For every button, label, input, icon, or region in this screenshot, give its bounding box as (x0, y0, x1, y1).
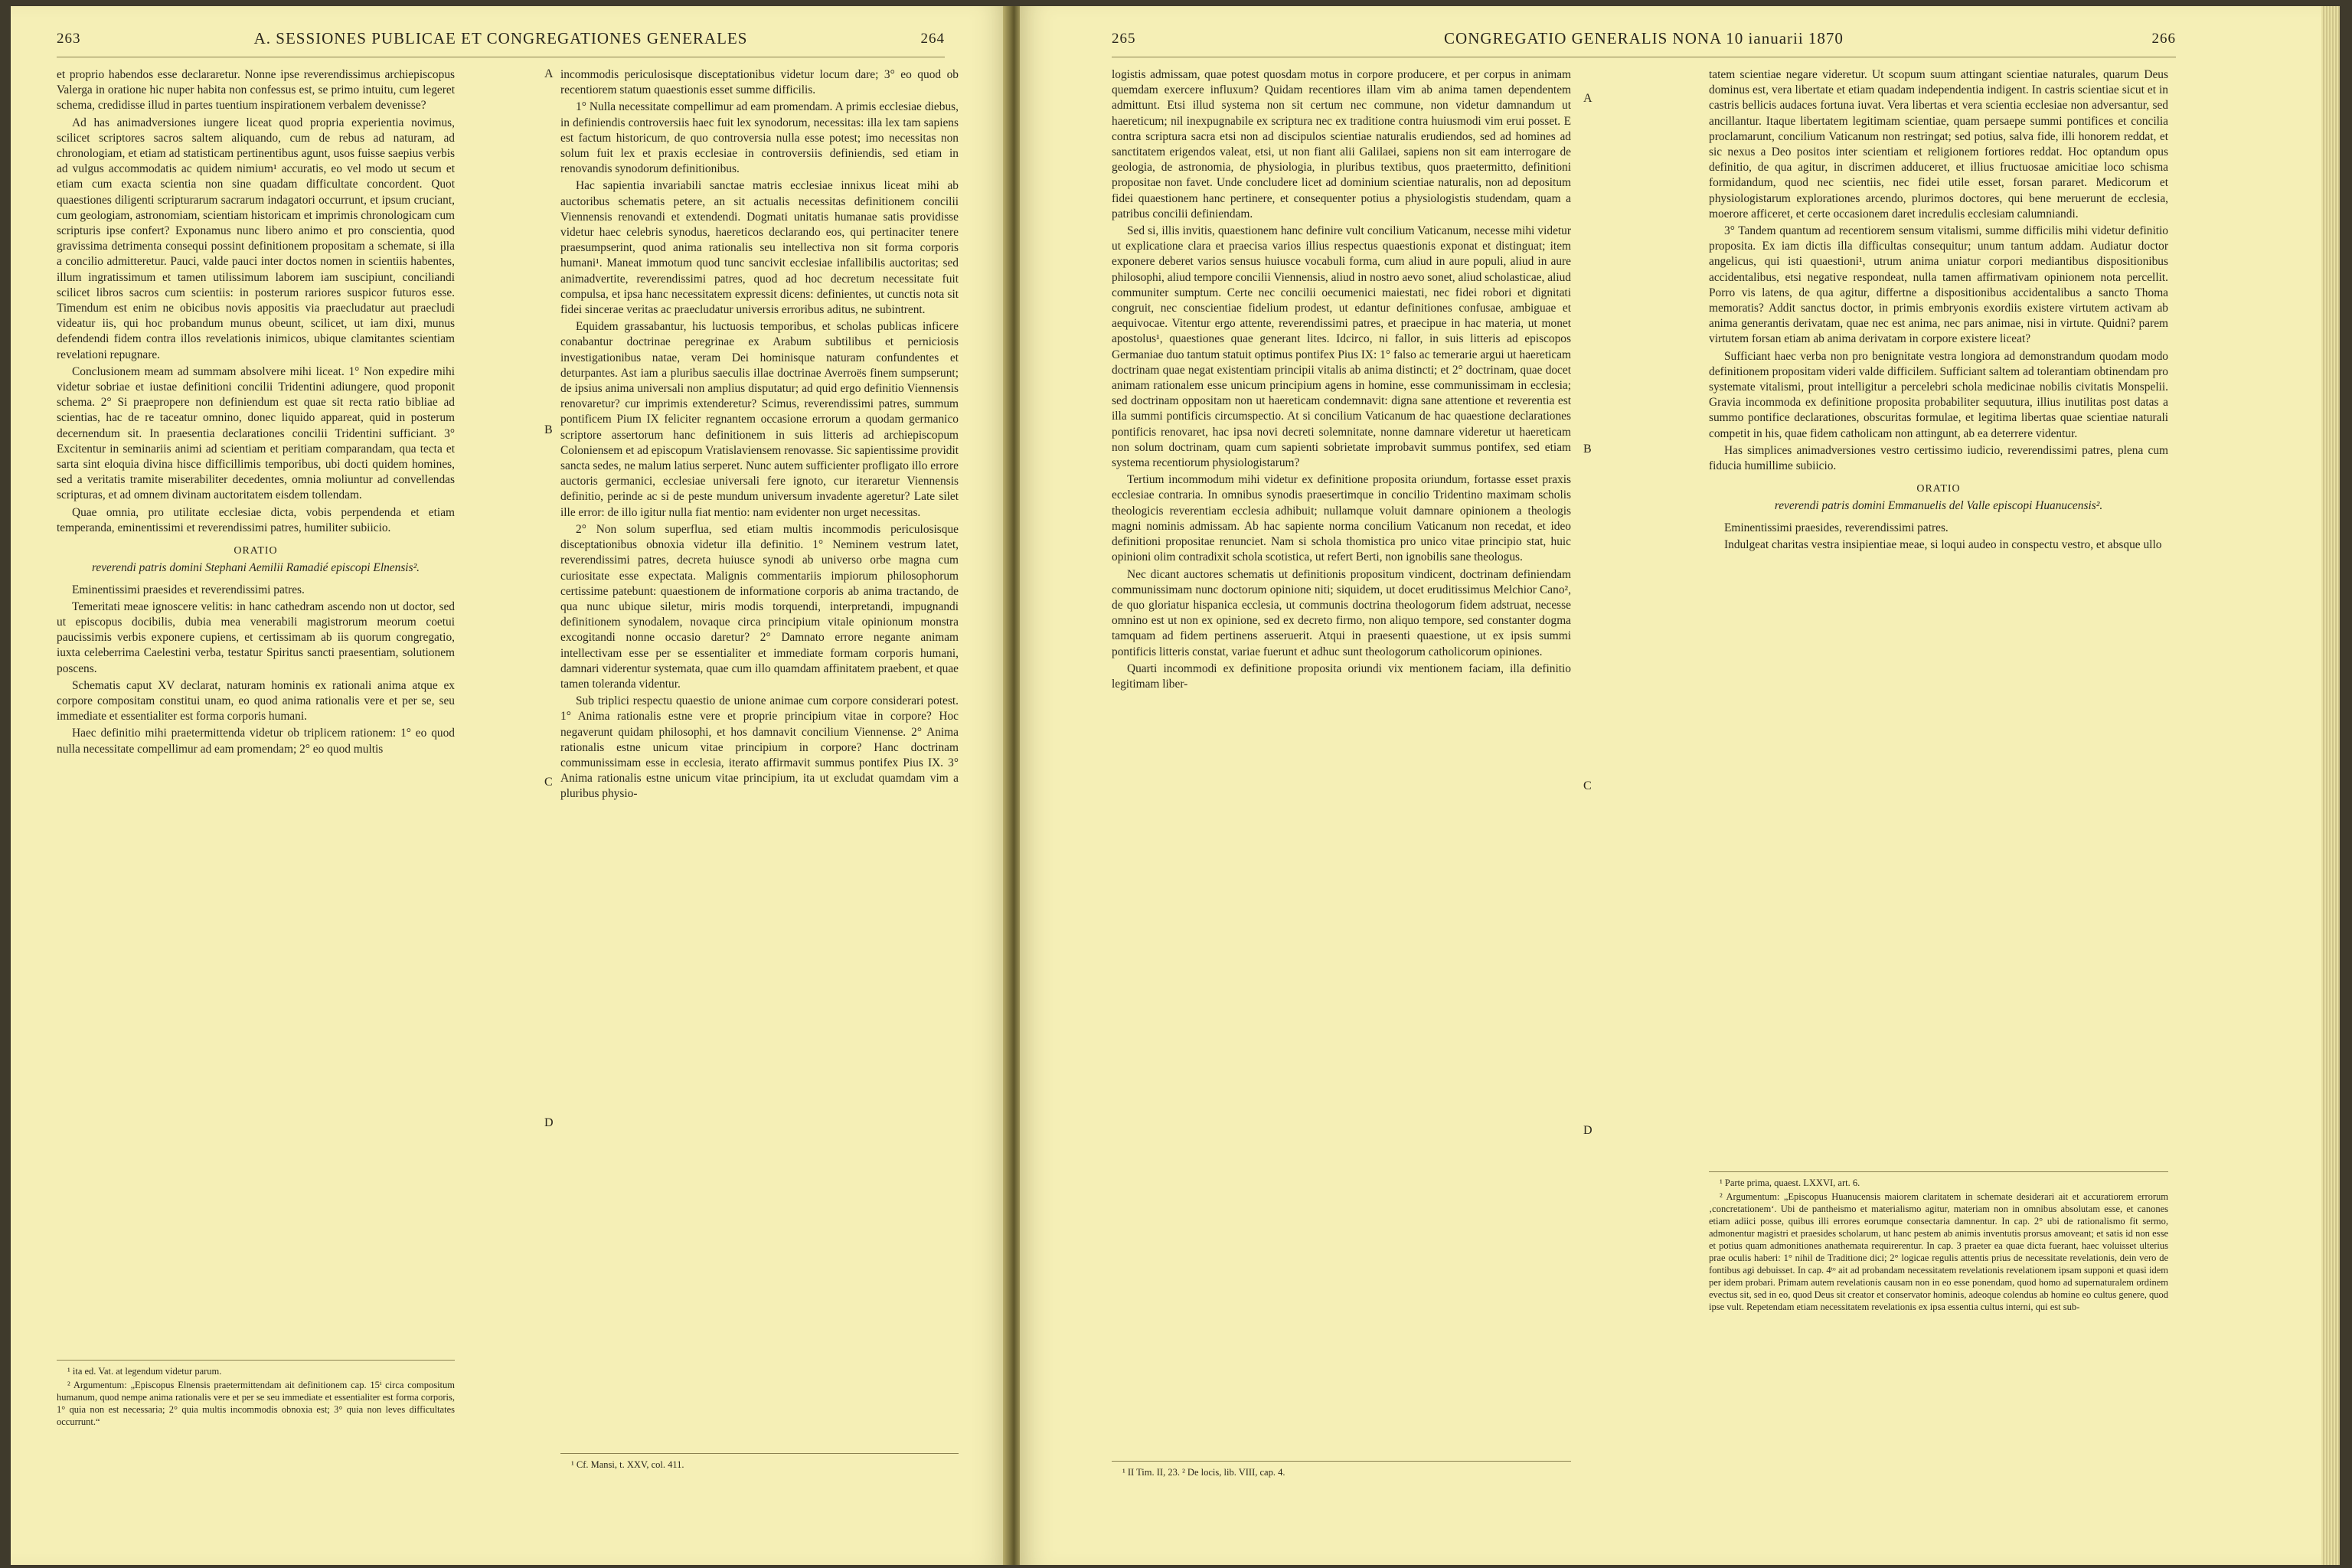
footnotes-col1 (57, 1360, 455, 1429)
page-edges (2321, 6, 2340, 1565)
paragraph: Sub triplici respectu quaestio de unione animae cum corpore considerari potest. 1° Anima rationalis estne vere et proprie principium vitae in corpore? Hoc negaverunt quidam philosophi, et hos damnavit concilium Viennense. 2° Anima rationalis estne unicum vitae principium in corpore? Hanc doctrinam communissimam esse in ecclesia, iterato affirmavit summus pontifex Pius IX. 3° Anima rationalis estne unicum vitae principium, ita ut excludat quamdam vim a pluribus physio- (560, 694, 959, 801)
paragraph: incommodis periculosisque disceptationibus videtur locum dare; 3° eo quod ob recentiorem statum quaestionis esset summe difficilis. (560, 68, 959, 97)
oratio-speaker: reverendi patris domini Emmanuelis del Valle episcopi Huanucensis². (1774, 499, 2103, 513)
footnotes-right-col1 (1112, 1461, 1571, 1480)
paragraph: Eminentissimi praesides et reverendissimi patres. (72, 583, 305, 596)
footnote: ² Argumentum: „Episcopus Huanucensis maiorem claritatem in schemate desiderari ait et accuratiorem errorum ‚concretationem‘. Ubi de pantheismo et materialismo agitur, materiam non in omnibus absolutam esse, et canones etiam adiici posse, quibus illi errores eorumque consectaria damnentur. In cap. 2° ubi de rationalismo fit sermo, admonentur magistri et praesides scholarum, ut hanc pestem ab animis inventutis prorsus amoveant; et satis id non esse et potius quam admonitiones anathemata requirerentur. In cap. 3 praeter ea quae dicta fuerant, haec voluisset ulterius prae oculis haberi: 1° nihil de Traditione dici; 2° logicae regulis attentis prius de necessitate revelationis, dein vero de fontibus agi debuisset. In cap. 4ᵗᵒ ait ad probandam necessitatem revelationis revelationem ipsam supponi et quasi idem per idem probari. Primam autem revelationis causam non in eo esse ponendam, quod homo ad supernaturalem ordinem evectus sit, sed in eo, quod Deus sit creator et conservator hominis, adeoque colendus ab homine eo cultus genere, quod ipse vult. Repetendam etiam necessitatem revelationis ex ipsa essentia cultus interni, qui est sub- (1709, 1191, 2168, 1312)
paragraph: 2° Non solum superflua, sed etiam multis incommodis periculosisque disceptationibus obnoxia videtur illa definitio. 1° Neminem vestrum latet, reverendissimi patres, decreta huiusce synodi ab universo orbe magna cum curiositate esse expectata. Malignis commentariis impiorum philosophorum certissime patebunt: quaestionem de informatione corporis ab anima tractando, de qua nunc ubique siletur, miris modis torquendi, interpretandi, impugnandi definitionem synodalem, novaque circa principium vitale opinionum monstra excogitandi nonne occasio daretur? 2° Damnato errore negante animam intellectivam esse per se essentialiter et immediate formam corporis humani, damnari viderentur systemata, quae cum illo quamdam affinitatem praebent, et quae tamen toleranda videntur. (560, 522, 959, 691)
margin-letter: A (1583, 92, 1592, 105)
margin-letter: B (1583, 443, 1592, 456)
margin-letter: C (544, 776, 553, 789)
paragraph: Equidem grassabantur, his luctuosis temporibus, et scholas publicas inficere conabantur doctrinae peregrinae ex Arabum subtilibus et perniciosis investigationibus natae, veram Dei hominisque naturam confundentes et deturpantes. Ast iam a pluribus saeculis illae doctrinae Averroës finem sumpserunt; de ipsius anima universali non amplius disputatur; ad quid ergo definitio Viennensis renovaretur? cur imprimis extenderetur? Scimus, reverendissimi patres, summum pontificem Pium IX feliciter regnantem occasione errorum a quodam germanico scriptore assertorum hanc definitionem in suis litteris ad archiepiscopum Coloniensem et ad episcopum Vratislaviensem renovasse. Sic sapientissime providit sancta sedes, ne malum latius serperet. Nunc autem sufficienter profligato illo errore auctoris germanici, ecclesiae universali fere ignoto, cur iteraretur Viennensis definitio, perinde ac si de peste mundum universum invadente ageretur? Late silet ille error: de illo igitur nulla fiat mentio: nam evidenter non urget necessitas. (560, 320, 959, 519)
paragraph: Sed si, illis invitis, quaestionem hanc definire vult concilium Vaticanum, necesse mihi videtur ut explicatione clara et praecisa varios illius respectus quaestionis exponat et distinguat; item exponere deberet varios sensus huiusce vocabuli forma, cum aliud in aure populi, aliud in aure philosophi, aliud tempore concilii Viennensis, aliud in nostro aevo sonet, aliud scholasticae, aliud communiter sumptum. Certe nec concilii oecumenici maiestati, nec fidei robori et dignitati congruit, nec conscientiae fidelium prodest, ut edantur definitiones confusae, ambiguae et aequivocae. Vitentur ergo attente, reverendissimi patres, et praecipue in hac materia, ut monet apostolus¹, quaestiones quae generant lites. Idcirco, ni fallor, in suis litteris ad episcopos Germaniae duo tantum statuit optimus pontifex Pius IX: 1° falso ac temerarie argui ut haereticam doctrinam quae negat existentiam principii vitalis ab anima distincti; et 2° doctrinam, quae docet animam rationalem esse unicum principium agens in homine, esse communissimam in ecclesia; sed doctrinam oppositam non ut haereticam condemnavit: digna sane attentione et reverentia est illa summi pontificis circumspectio. At si concilium Vaticanum de hac quaestione declarationes pontificis renovaret, hac ipsa novi decreti solemnitate, nonne damnare videretur ut haereticam non solum doctrinam, quam cum sapienti sobrietate improbavit summus pontifex, sed etiam systema recentiorum physiologistarum? (1112, 224, 1571, 470)
page-number-264: 264 (920, 31, 945, 47)
paragraph: Haec definitio mihi praetermittenda videtur ob triplicem rationem: 1° eo quod nulla necessitate compellimur ad eam promendam; 2° eo quod multis (57, 727, 455, 756)
paragraph: Eminentissimi praesides, reverendissimi patres. (1724, 521, 1949, 534)
running-head-right (1112, 26, 2176, 57)
page-number-263: 263 (57, 31, 81, 47)
page-number-266: 266 (2151, 31, 2176, 47)
margin-letter: C (1583, 779, 1592, 792)
paragraph: Schematis caput XV declarat, naturam hominis ex rationali anima atque ex corpore compositam constitui unam, eo quod anima rationalis vere et per se, seu immediate et essentialiter est forma corporis humani. (57, 678, 455, 724)
running-title-right: CONGREGATIO GENERALIS NONA 10 ianuarii 1870 (1444, 29, 1844, 47)
right-page (1020, 6, 2321, 1565)
oratio-speaker: reverendi patris domini Stephani Aemilii Ramadié episcopi Elnensis². (91, 561, 420, 575)
paragraph: 1° Nulla necessitate compellimur ad eam promendam. A primis ecclesiae diebus, in definiendis controversiis haec fuit lex synodorum, necessitas: illa lex tam sapiens est factum historicum, de quo controversia nulla esse potest; imo necessitas non solum fuit lex et praxis ecclesiae in controversiis definiendis, sed etiam in renovandis synodorum definitionibus. (560, 100, 959, 176)
footnote: ¹ Parte prima, quaest. LXXVI, art. 6. (1720, 1178, 1860, 1188)
paragraph: Has simplices animadversiones vestro certissimo iudicio, reverendissimi patres, plena cum fiducia humillime subiicio. (1709, 443, 2168, 473)
paragraph: Indulgeat charitas vestra insipientiae meae, si loqui audeo in conspectu vestro, et absque ullo (1724, 537, 2162, 551)
running-head-left (57, 26, 945, 57)
paragraph: Temeritati meae ignoscere velitis: in hanc cathedram ascendo non ut doctor, sed ut episcopus docibilis, dubia mea venerabili magistrorum meorum coetui paucissimis verbis exponere cupiens, et certissimam ab iis quorum congregatio, iuxta celeberrima Caelestini verba, testatur Spiritus sancti praesentiam, solutionem poscens. (57, 599, 455, 675)
right-column-1 (1112, 67, 1571, 1537)
paragraph: Ad has animadversiones iungere liceat quod propria experientia novimus, scilicet scriptores sacros saltem aliquando, cum de rebus ad naturam, ad chronologiam, et etiam ad statisticam pertinentibus agunt, usos fuisse saepius verbis ad vulgus accommodatis ac quidem nimium¹ accuratis, eo vel modo ut secum et etiam cum exacta scientia non sine quadam difficultate concordent. Quot quaestiones diligenti scripturarum sacrarum indagatori occurrunt, et ipsum cruciant, cum geologiam, astronomiam, scientiam historicam et imprimis chronologicam cum scripturis ipse confert? Exponamus nunc libero animo et pro conscientia, quod gravissima detrimenta consequi possint definitionem propositam a schemate, si illa a concilio admitteretur. Pauci, valde pauci inter doctos nomen in scientiis habentes, illum ingratissimum et tamen utilissimum laborem iam suscipiunt, conciliandi scilicet libros sacros cum scientiis: in posterum rariores suspicor futuros esse. Timendum est enim ne obicibus novis appositis via praecludatur aut praecludi videatur iis, qui hoc probandum munus obeunt, scilicet, ut iam dixi, munus defendendi fidem contra illos revelationis inimicos, ubique clamitantes scientiam revelationi repugnare. (57, 116, 455, 361)
footnote: ² Argumentum: „Episcopus Elnensis praetermittendam ait definitionem cap. 15ⁱ circa compositum humanum, quod nempe anima rationalis vere et per se seu immediate et essentialiter est forma corporis, 1° quia non est necessaria; 2° quia multis incommodis obnoxia est; 3° quia non leves difficultates occurrunt.“ (57, 1380, 455, 1427)
oratio-heading: ORATIO (1916, 483, 1961, 495)
footnotes-right-col2 (1709, 1171, 2168, 1315)
paragraph: logistis admissam, quae potest quosdam motus in corpore producere, et per corpus in animam quemdam exercere influxum? Quidam recentiores illam vim ab anima tamen dependentem admittunt. Etsi illud systema non sit certum nec commune, non videtur damnandum ut haereticum; nil inexpugnabile ex scriptura nec ex traditione contra huiusmodi vim erui posset. E contra scriptura sacra etsi non ad discipulos scientiae naturalis erudiendos, sed ad homines ad sanctitatem erigendos valeat, etsi, ut non fiant alii Galilaei, sapiens non sit eam interrogare de geologia, de astronomia, de physiologia, in pluribus textibus, quos praetermitto, definitioni propositae non favet. Unde concludere licet ad dominium scientiae naturalis, non ad depositum fidei quaestionem hanc pertinere, et consequenter potius a physiologistis studendam, quam a patribus concilii definiendam. (1112, 68, 1571, 220)
left-page (11, 6, 1006, 1565)
paragraph: Quae omnia, pro utilitate ecclesiae dicta, vobis perpendenda et etiam temperanda, eminentissimi et reverendissimi patres, humiliter subiicio. (57, 505, 455, 534)
paragraph: Nec dicant auctores schematis ut definitionis propositum vindicent, doctrinam definiendam communissimam nunc doctorum opinione niti; siquidem, ut docet eruditissimus Melchior Cano², de quo gloriatur hispanica ecclesia, ut communis doctrina theologorum fidem adstruat, necesse omnino est ut non ex opinione, sed ex decreto firmo, non aliquo tempore, sed constanter dogma tamquam ad fidem pertinens asseruerit. Atqui in praesenti quaestione, ut ex ipsis summi pontificis litteris constat, variae fuerunt et adhuc sunt theologorum catholicorum opiniones. (1112, 567, 1571, 658)
footnotes-col2 (560, 1453, 959, 1472)
paragraph: Tertium incommodum mihi videtur ex definitione proposita oriundum, fortasse esset praxis ecclesiae contraria. In omnibus synodis praesertimque in concilio Tridentino maximam scholis theologicis reverentiam ecclesia adhibuit; nullamque voluit damnare opinionem a theologis magni nominis admissam. Ab hac sapiente norma concilium Vaticanum non recedat, et ideo definitioni propositae renunciet. Nam si schola thomistica pro unico vitae principio stat, huic opinioni olim contradixit schola scotistica, ut refert Berti, non ignobilis sane theologus. (1112, 473, 1571, 564)
book-spread (11, 6, 2340, 1565)
paragraph: tatem scientiae negare videretur. Ut scopum suum attingant scientiae naturales, quarum Deus dominus est, vera libertate et etiam quadam independentia indigent. In castris scientiae sicut et in castris bellicis audaces fortuna iuvat. Vera libertas et vera scientia ecclesiae non adversantur, sed ancillantur. Itaque libertatem legitimam scientiae, quam persaepe summi pontifices et concilia proclamarunt, concilium Vaticanum non restringat; sed potius, salva fide, illi honorem reddat, et sic nexus a Deo positos inter scientiam et religionem fortiores reddat. Hoc optandum opus definitio, de qua agitur, in discrimen adduceret, et illius fructuosae amicitiae loco schisma formidandum, quod nec scientiis, nec fidei utile esset, forsan pararet. Medicorum et physiologistarum explorationes arcendo, plurimos doctores, qui bene meruerunt de ecclesia, moerore afficeret, et certe occasionem daret incredulis ecclesiam calumniandi. (1709, 68, 2168, 220)
page-number-265: 265 (1112, 31, 1136, 47)
left-column-1 (57, 67, 455, 1537)
footnote: ¹ II Tim. II, 23. ² De locis, lib. VIII, cap. 4. (1122, 1467, 1285, 1478)
paragraph: Hac sapientia invariabili sanctae matris ecclesiae innixus liceat mihi ab auctoribus schematis petere, an sit actualis necessitas definitionem concilii Viennensis renovandi et extendendi. Dogmati unitatis humanae satis providisse videtur haec celebris synodus, haereticos declarando eos, qui pertinaciter tenere praesumpserint, quod anima rationalis seu intellectiva non sit forma corporis humani¹. Maneat immotum quod tunc sancivit ecclesiae infallibilis auctoritas; sed animadvertite, reverendissimi patres, quod ad hoc decretum necessitate fuit compulsa, et ipsa hanc necessitatem expressit dicens: definientes, ut cunctis nota sit fidei sincerae veritas ac praecludatur universis erroribus aditus, ne subintrent. (560, 179, 959, 317)
margin-letter: D (544, 1116, 554, 1129)
paragraph: et proprio habendos esse declararetur. Nonne ipse reverendissimus archiepiscopus Valerga in oratione hic nuper habita non confessus est, se primo intuitu, cum legeret schema, credidisse illud in partes tuentium inspirationem verbalem devenisse? (57, 68, 455, 113)
right-column-2 (1709, 67, 2168, 1537)
running-title-left: A. SESSIONES PUBLICAE ET CONGREGATIONES GENERALES (253, 29, 748, 47)
margin-letter: B (544, 423, 553, 436)
oratio-heading: ORATIO (234, 545, 278, 557)
margin-letter: D (1583, 1124, 1592, 1137)
paragraph: Sufficiant haec verba non pro benignitate vestra longiora ad demonstrandum quodam modo definitionem propositam videri valde difficilem. Sufficiant saltem ad tolerantiam obtinendam pro systemate vitalismi, prout intelligitur a percelebri schola medicinae nobilis civitatis Monspelii. Gravia incommoda ex definitione proposita probabiliter sequutura, illius inutilitas post datas a summo pontifice declarationes, obscuritas formulae, et legitima libertas quae scientiae naturali competit in his, quae fidem catholicam non attingunt, ab ea deterrere videntur. (1709, 349, 2168, 440)
paragraph: Quarti incommodi ex definitione proposita oriundi vix mentionem faciam, illa definitio legitimam liber- (1112, 662, 1571, 691)
margin-letter: A (544, 67, 554, 80)
paragraph: Conclusionem meam ad summam absolvere mihi liceat. 1° Non expedire mihi videtur sobriae et iustae definitioni concilii Tridentini adiungere, quod proponit schema. 2° Si praepropere non definiendum est quae sit recta ratio bibliae ad scientias, hac de re taceatur omnino, donec liquido appareat, quid in posterum decernendum sit. In praesentia declarationes concilii Tridentini sufficiant. 3° Excitentur in seminariis animi ad scientiam et peritiam comparandam, qua tecta et sarta sint eloquia divina hisce difficillimis temporibus, ubi docti quidem homines, sed a veritatis tramite miserabiliter decedentes, omnia moliuntur ad convellendas scripturas, et ad omnem divinam auctoritatem eisdem tollendam. (57, 364, 455, 502)
paragraph: 3° Tandem quantum ad recentiorem sensum vitalismi, summe difficilis mihi videtur definitio proposita. Ex iam dictis illa difficultas consequitur; unum tantum addam. Audiatur doctor angelicus, qui isti quaestioni¹, utrum anima uniatur corpori mediantibus dispositionibus accidentalibus, etsi negative respondeat, nulla tamen affirmativam opinionem nota percellit. Porro vis latens, de qua agitur, differtne a dispositionibus accidentalibus a sancto Thoma memoratis? Addit sanctus doctor, in primis embryonis exordiis existere virtutem activam ab anima generantis derivatam, quae nec est anima, nec pars animae, nisi in virtute. Quidni? parem virtutem forsan etiam ab anima derivatam in corpore existere liceat? (1709, 224, 2168, 346)
footnote: ¹ Cf. Mansi, t. XXV, col. 411. (571, 1459, 684, 1470)
left-column-2 (560, 67, 959, 1537)
footnote: ¹ ita ed. Vat. at legendum videtur parum. (67, 1366, 222, 1377)
